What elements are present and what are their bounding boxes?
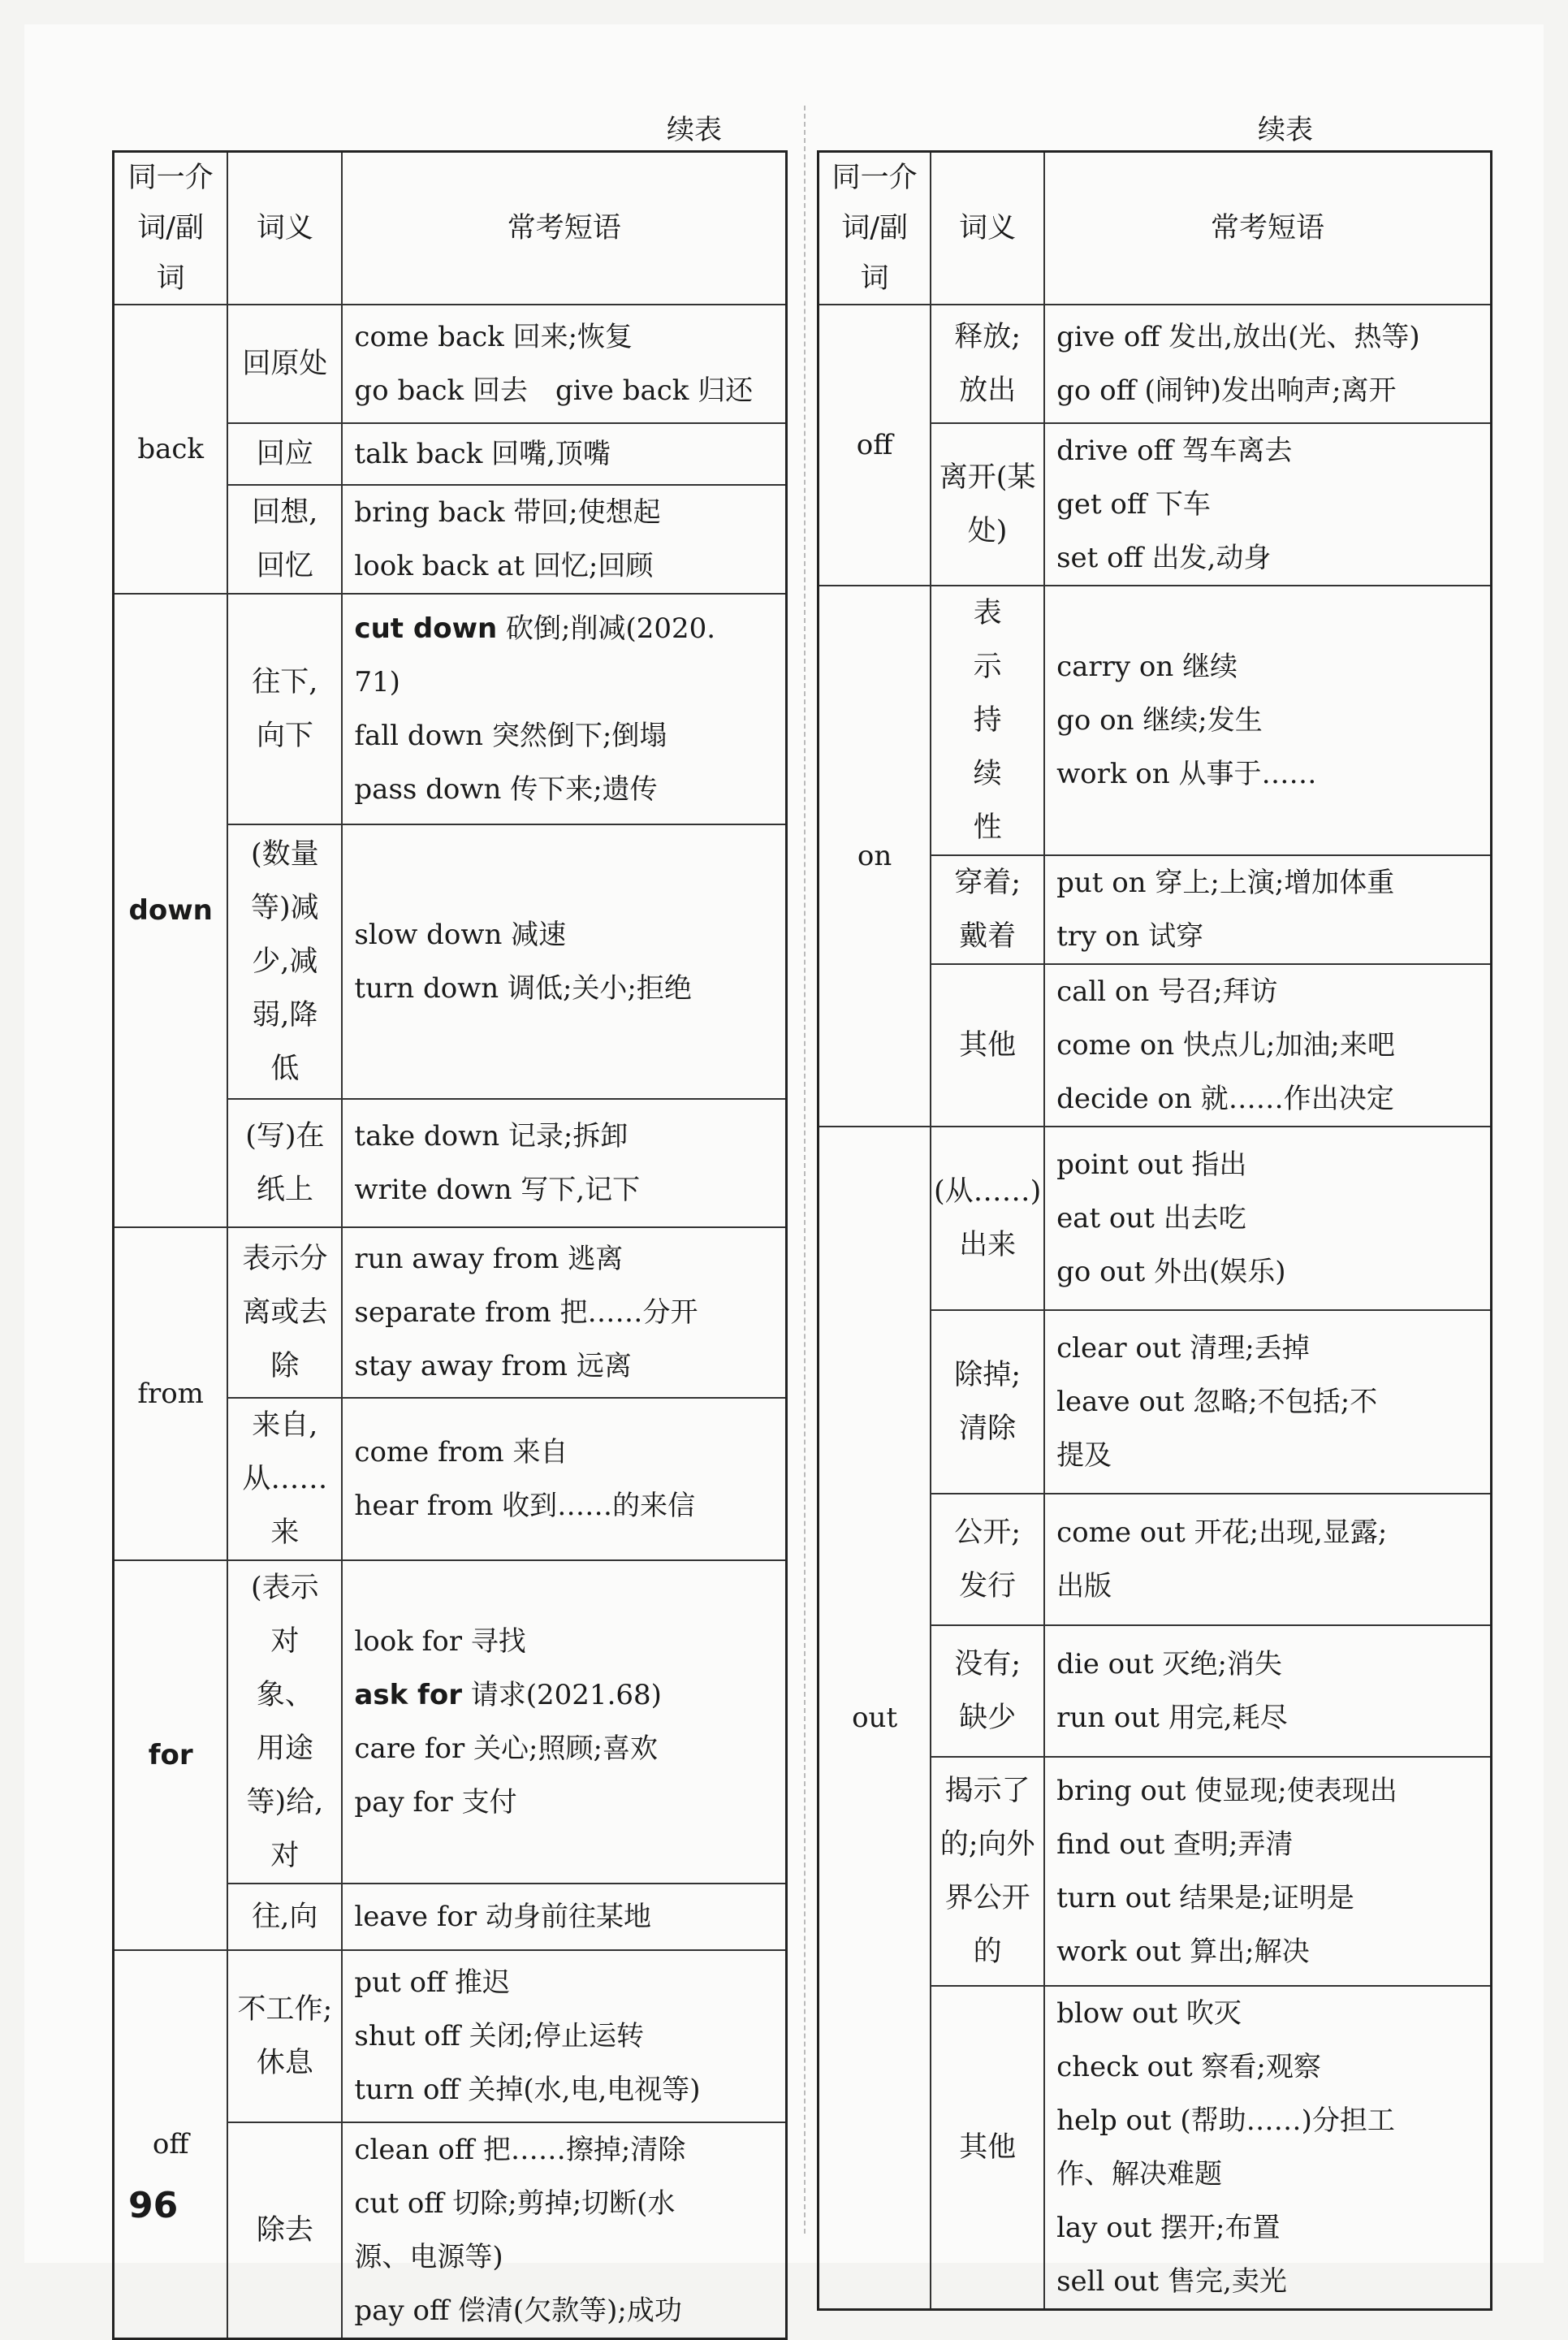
meaning: 没有;缺少 [931, 1625, 1044, 1757]
phrases [342, 594, 786, 824]
phrase: find out 查明;弄清 [1056, 1828, 1294, 1861]
phrases [342, 1560, 786, 1884]
phrases [342, 305, 786, 423]
phrase: 作、解决难题 [1056, 2158, 1223, 2191]
meaning: (从……)出来 [931, 1127, 1044, 1310]
continued-label: 续表 [1258, 114, 1313, 146]
phrases [1044, 855, 1491, 964]
phrases [342, 1398, 786, 1560]
table-row [114, 1227, 787, 1398]
phrase: look back at 回忆;回顾 [354, 550, 654, 582]
phrase: turn out 结果是;证明是 [1056, 1882, 1354, 1914]
phrase: separate from 把……分开 [354, 1296, 698, 1329]
phrase: put off 推迟 [354, 1966, 510, 1999]
phrase: decide on 就……作出决定 [1056, 1083, 1394, 1115]
phrase: come from 来自 [354, 1436, 568, 1468]
meaning: 穿着;戴着 [931, 855, 1044, 964]
phrase: 源、电源等) [354, 2241, 503, 2273]
meaning: 不工作;休息 [227, 1950, 342, 2122]
phrase: blow out 吹灭 [1056, 1997, 1242, 2030]
word-on: on [819, 586, 931, 1127]
word-from: from [114, 1227, 228, 1560]
phrase: bring back 带回;使想起 [354, 496, 661, 529]
phrase: stay away from 远离 [354, 1350, 632, 1382]
phrases [1044, 423, 1491, 586]
meaning: 揭示了的;向外界公开的 [931, 1757, 1044, 1986]
phrase: 提及 [1056, 1439, 1112, 1472]
word-off: off [114, 1950, 228, 2339]
phrase: leave out 忽略;不包括;不 [1056, 1386, 1378, 1418]
meaning: (写)在纸上 [227, 1099, 342, 1227]
meaning: (表示对象、用途等)给,对 [227, 1560, 342, 1884]
left-vocab-table [112, 150, 788, 2340]
phrase: write down 写下,记下 [354, 1174, 641, 1206]
phrase: come out 开花;出现,显露; [1056, 1516, 1388, 1549]
phrase: lay out 摆开;布置 [1056, 2212, 1281, 2244]
phrases [1044, 305, 1491, 423]
header-phrases: 常考短语 [342, 152, 786, 305]
phrase: go on 继续;发生 [1056, 704, 1263, 737]
meaning: 回原处 [227, 305, 342, 423]
phrase: sell out 售完,卖光 [1056, 2265, 1287, 2298]
phrase: run away from 逃离 [354, 1243, 624, 1275]
phrase: fall down 突然倒下;倒塌 [354, 720, 667, 752]
header-word: 同一介词/副词 [114, 152, 228, 305]
table-row [114, 1950, 787, 2122]
phrase: help out (帮助……)分担工 [1056, 2104, 1395, 2137]
phrase: work on 从事于…… [1056, 758, 1317, 790]
meaning: 来自,从……来 [227, 1398, 342, 1560]
phrase: try on 试穿 [1056, 920, 1204, 953]
table-row [819, 586, 1492, 855]
meaning: 离开(某处) [931, 423, 1044, 586]
meaning: 往下,向下 [227, 594, 342, 824]
phrase: cut down 砍倒;削减(2020. [354, 612, 716, 645]
phrase: go out 外出(娱乐) [1056, 1256, 1286, 1288]
phrase: pay for 支付 [354, 1786, 517, 1819]
phrase: point out 指出 [1056, 1148, 1247, 1181]
phrases [1044, 1127, 1491, 1310]
phrase: come on 快点儿;加油;来吧 [1056, 1029, 1395, 1062]
word-for: for [114, 1560, 228, 1950]
header-meaning: 词义 [931, 152, 1044, 305]
phrases [1044, 586, 1491, 855]
phrases [342, 824, 786, 1099]
phrase: care for 关心;照顾;喜欢 [354, 1732, 658, 1765]
phrase: set off 出发,动身 [1056, 542, 1272, 574]
phrase: run out 用完,耗尽 [1056, 1702, 1288, 1734]
phrase: cut off 切除;剪掉;切断(水 [354, 2187, 676, 2220]
phrase: hear from 收到……的来信 [354, 1490, 696, 1522]
phrases [342, 1884, 786, 1950]
phrase: get off 下车 [1056, 488, 1211, 521]
phrase: leave for 动身前往某地 [354, 1901, 651, 1933]
meaning: 往,向 [227, 1884, 342, 1950]
phrase: take down 记录;拆卸 [354, 1120, 628, 1153]
phrase: go back 回去 give back 归还 [354, 374, 754, 407]
word-down: down [114, 594, 228, 1227]
meaning: 表示持续性 [931, 586, 1044, 855]
word-back: back [114, 305, 228, 594]
table-row [819, 1127, 1492, 1310]
phrase: check out 察看;观察 [1056, 2051, 1321, 2083]
phrases [342, 2122, 786, 2339]
phrase: call on 号召;拜访 [1056, 975, 1278, 1008]
table-row [114, 594, 787, 824]
header-meaning: 词义 [227, 152, 342, 305]
phrase: give off 发出,放出(光、热等) [1056, 321, 1420, 353]
phrase: eat out 出去吃 [1056, 1202, 1246, 1235]
phrase: talk back 回嘴,顶嘴 [354, 438, 611, 470]
header-word: 同一介词/副词 [819, 152, 931, 305]
header-phrases: 常考短语 [1044, 152, 1491, 305]
phrase: die out 灭绝;消失 [1056, 1648, 1282, 1680]
phrase: drive off 驾车离去 [1056, 435, 1293, 467]
phrase: turn down 调低;关小;拒绝 [354, 972, 692, 1005]
phrase: 出版 [1056, 1570, 1112, 1603]
phrase: bring out 使显现;使表现出 [1056, 1775, 1397, 1807]
phrase: shut off 关闭;停止运转 [354, 2020, 645, 2052]
phrases [1044, 1310, 1491, 1494]
phrases [1044, 964, 1491, 1127]
phrase: 71) [354, 666, 400, 699]
phrases [342, 1227, 786, 1398]
table-row [819, 305, 1492, 423]
phrase: slow down 减速 [354, 919, 567, 951]
phrase: pay off 偿清(欠款等);成功 [354, 2295, 682, 2327]
phrase: work out 算出;解决 [1056, 1936, 1310, 1968]
table-row [114, 305, 787, 423]
phrase: look for 寻找 [354, 1625, 526, 1658]
word-out: out [819, 1127, 931, 2310]
phrase: clear out 清理;丢掉 [1056, 1332, 1310, 1365]
phrases [1044, 1494, 1491, 1625]
phrases [1044, 1625, 1491, 1757]
phrase: clean off 把……擦掉;清除 [354, 2134, 686, 2166]
table-header [819, 152, 1492, 305]
phrases [1044, 1757, 1491, 1986]
phrases [1044, 1986, 1491, 2310]
phrases [342, 485, 786, 594]
phrases [342, 1950, 786, 2122]
meaning: 释放;放出 [931, 305, 1044, 423]
table-row [114, 1560, 787, 1884]
meaning: (数量等)减少,减弱,降低 [227, 824, 342, 1099]
meaning: 其他 [931, 964, 1044, 1127]
right-vocab-table [817, 150, 1492, 2311]
phrase: pass down 传下来;遗传 [354, 773, 658, 806]
phrases [342, 423, 786, 485]
phrase: go off (闹钟)发出响声;离开 [1056, 374, 1397, 407]
phrase: carry on 继续 [1056, 651, 1238, 683]
table-header [114, 152, 787, 305]
page-number: 96 [128, 2185, 179, 2226]
phrase: come back 回来;恢复 [354, 321, 633, 353]
meaning: 公开;发行 [931, 1494, 1044, 1625]
phrase: put on 穿上;上演;增加体重 [1056, 867, 1395, 899]
meaning: 除去 [227, 2122, 342, 2339]
column-divider [804, 106, 806, 2234]
phrases [342, 1099, 786, 1227]
meaning: 表示分离或去除 [227, 1227, 342, 1398]
meaning: 除掉;清除 [931, 1310, 1044, 1494]
meaning: 回想,回忆 [227, 485, 342, 594]
word-off: off [819, 305, 931, 586]
phrase: turn off 关掉(水,电,电视等) [354, 2074, 701, 2106]
continued-label: 续表 [667, 114, 722, 146]
meaning: 回应 [227, 423, 342, 485]
phrase: ask for 请求(2021.68) [354, 1679, 662, 1711]
meaning: 其他 [931, 1986, 1044, 2310]
